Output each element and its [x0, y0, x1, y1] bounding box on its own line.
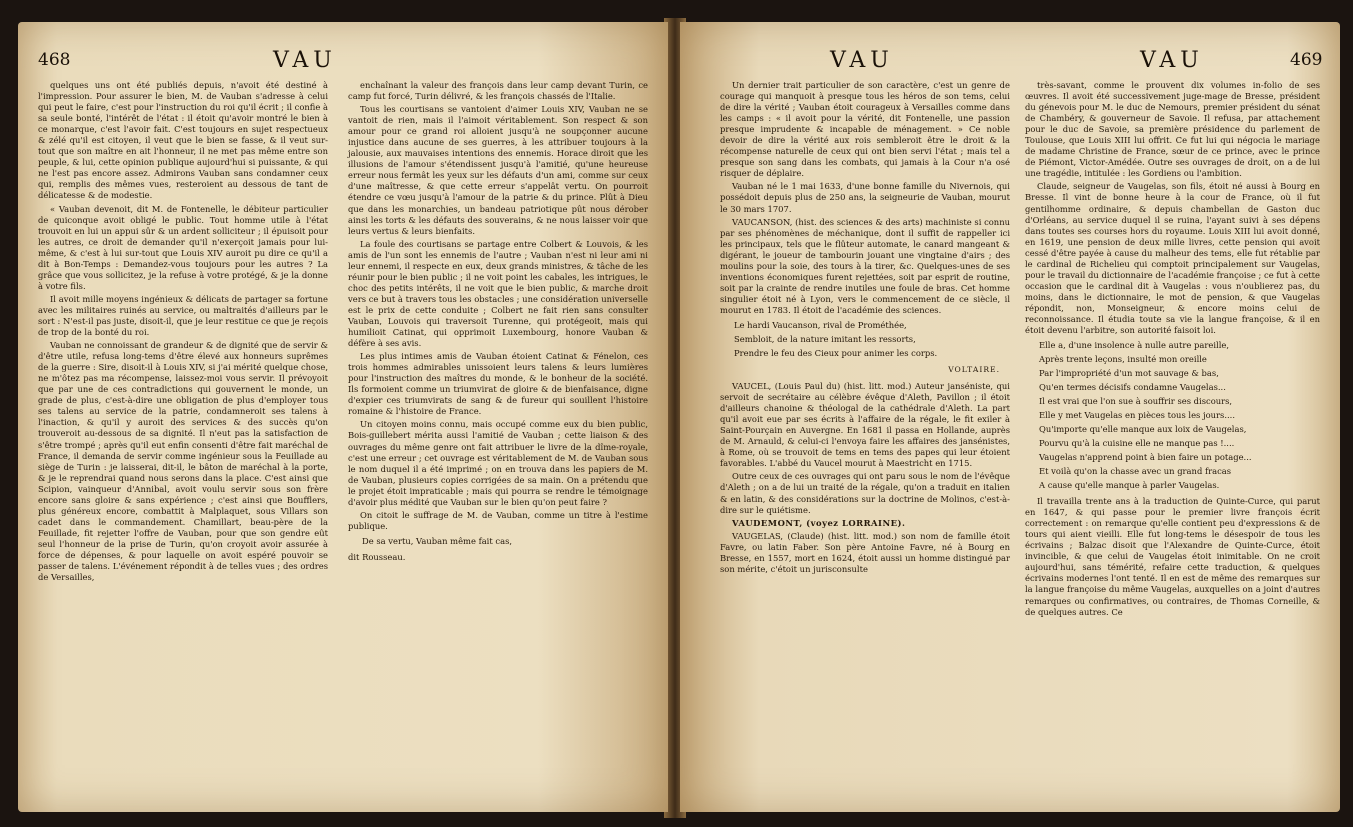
- paragraph: VAUGELAS, (Claude) (hist. litt. mod.) son nom de famille étoit Favre, ou latin Faber. Son père Antoine Favre, né à Bourg en Bresse, en 1557, mort en 1624, étoit aussi un homme distingué par son mérite, c'étoit un jurisconsulte: [720, 530, 1010, 574]
- verse-line: Sembloit, de la nature imitant les ressorts,: [734, 333, 916, 344]
- running-head: VAU: [273, 48, 337, 73]
- paragraph: Un citoyen moins connu, mais occupé comme eux du bien public, Bois-guillebert mérita aussi l'amitié de Vauban ; cette liaison & des ouvrages du même genre ont fait attribuer le livre de la dîme-royale, c'est une erreur ; cet ouvrage est véritablement de M. de Vauban sous le nom duquel il a été imprimé ; on en trouva dans les papiers de M. de Vauban, plusieurs copies corrigées de sa main. On a prétendu que le projet étoit impraticable ; mais qui pourra se rendre le témoignage d'avoir plus médité que Vauban sur le bien qu'on peut faire ?: [348, 419, 648, 507]
- verse-line: Et voilà qu'on la chasse avec un grand fracas: [1039, 466, 1232, 477]
- paragraph: On citoit le suffrage de M. de Vauban, comme un titre à l'estime publique.: [348, 509, 648, 531]
- verse-line: Vaugelas n'apprend point à bien faire un potage...: [1039, 452, 1252, 463]
- verse-line: Elle y met Vaugelas en pièces tous les jours....: [1039, 410, 1235, 421]
- paragraph: VAUCEL, (Louis Paul du) (hist. litt. mod.) Auteur janséniste, qui servoit de secrétaire au célèbre évêque d'Aleth, Pavillon ; il étoit d'ailleurs chanoine & théologal de la cathédrale d'Aleth. La part qu'il avoit eue par ses écrits à l'affaire de la régale, le fit exiler à Saint-Pourçain en Auvergne. En 1681 il passa en Hollande, auprès de M. Arnauld, & celui-ci l'envoya faire les affaires des jansénistes, à Rome, où se trouvoit de tems en tems des papes qui leur étoient favorables. L'abbé du Vaucel mourut à Maestricht en 1715.: [720, 381, 1010, 469]
- verse: [1039, 338, 1320, 492]
- running-head: VAU: [830, 48, 894, 73]
- verse-line: De sa vertu, Vauban même fait cas,: [362, 535, 513, 546]
- paragraph: quelques uns ont été publiés depuis, n'avoit été destiné à l'impression. Pour assurer le bien, M. de Vauban s'adresse à celui qui peut le faire, c'est pour l'instruction du roi qu'il écrit ; il confie à sa seule bonté, l'intérêt de l'état : il étoit qu'avoir montré le bien à ce monarque, c'est l'avoir fait. C'est toujours en sujet respectueux & zélé qu'il est citoyen, il veut que le bien se fasse, & il veut sur-tout que son maître en ait l'honneur, il ne met pas même entre son peuple, & lui, cette opinion publique aujourd'hui si puissante, & qui ne l'est pas encore assez. Admirons Vauban sans condamner ceux qui, remplis des mêmes vues, resteroient au dessous de tant de délicatesse & de modestie.: [38, 80, 328, 201]
- right-page-column-1: [720, 80, 1010, 577]
- left-page-header: [18, 30, 668, 73]
- page-number: 468: [38, 50, 71, 70]
- right-page-column-2: [1025, 80, 1320, 620]
- paragraph: Vauban né le 1 mai 1633, d'une bonne famille du Nivernois, qui possédoit depuis plus de 250 ans, la seigneurie de Vauban, mourut le 30 mars 1707.: [720, 181, 1010, 214]
- paragraph: « Vauban devenoit, dit M. de Fontenelle, le débiteur particulier de quiconque avoit obligé le public. Tout homme utile à l'état trouvoit en lui un appui sûr & un ardent solliciteur ; il épuisoit pour les autres, ce droit de demander qu'il n'exerçoit jamais pour lui-même, & c'est à lui sur-tout que Louis XIV auroit pu dire ce qu'il a dit à Bon-Temps : Demandez-vous toujours pour les autres ? La grâce que vous sollicitez, je la refuse à votre protégé, & je la donne à votre fils.: [38, 203, 328, 291]
- verse-line: Qu'en termes décisifs condamne Vaugelas...: [1039, 382, 1226, 393]
- verse-attribution: dit Rousseau.: [348, 551, 406, 562]
- paragraph: Les plus intimes amis de Vauban étoient Catinat & Fénelon, ces trois hommes admirables unissoient leurs talens & leurs lumières pour l'instruction des maîtres du monde, & le bonheur de la société. Ils formoient comme un triumvirat de gloire & de bienfaisance, digne d'expier ces triumvirats de sang & de fureur qui souillent l'histoire romaine & l'histoire de France.: [348, 351, 648, 417]
- paragraph: La foule des courtisans se partage entre Colbert & Louvois, & les amis de l'un sont les ennemis de l'autre ; Vauban n'est ni leur ami ni leur ennemi, il respecte en eux, deux grands ministres, & tâche de les réunir pour le bien public ; il ne voit point les cabales, les intrigues, le choc des petits intérêts, il ne voit que le bien public, & marche droit vers ce but à travers tous les obstacles ; une considération universelle est le prix de cette conduite ; Colbert ne fait rien sans consulter Vauban, Louvois qui traversoit Turenne, qui protégeoit, mais qui humilioit Catinat, qui opprimoit Luxembourg, honore Vauban & défère à ses avis.: [348, 238, 648, 349]
- verse-line: A cause qu'elle manque à parler Vaugelas.: [1039, 480, 1220, 491]
- verse-attribution: VOLTAIRE.: [948, 364, 1000, 374]
- paragraph: Tous les courtisans se vantoient d'aimer Louis XIV, Vauban ne se vantoit de rien, mais il l'aimoit véritablement. Son respect & son amour pour ce grand roi alloient jusqu'à ne soupçonner aucune injustice dans aucune de ses guerres, à les attribuer toujours à la jalousie, aux mauvaises intentions des ennemis. Horace diroit que les illusions de l'amour s'étendissent jusqu'à l'amitié, qu'une heureuse erreur nous fermât les yeux sur les défauts d'un ami, comme sur ceux d'une maîtresse, & que cette erreur s'appelât vertu. On pourroit étendre ce vœu jusqu'à l'amour de la patrie & du prince. Plût à Dieu que dans les monarchies, un bandeau patriotique pût nous dérober ainsi les torts & les défauts des souverains, & ne nous laisser voir que leurs vertus & leurs bienfaits.: [348, 104, 648, 236]
- paragraph: Vauban ne connoissant de grandeur & de dignité que de servir & d'être utile, refusa long-tems d'être élevé aux honneurs suprêmes de la guerre : Sire, disoit-il à Louis XIV, si j'ai mérité quelque chose, ne m'ôtez pas ma récompense, laissez-moi vous servir. Il prévoyoit que par une de ces contradictions qui gouvernent le monde, un grade de plus, c'est-à-dire une obligation de plus d'employer tous ses talens au service de la patrie, condamneroit ses talens à l'inaction, & qu'il y auroit des services & des succès qu'on trouveroit au-dessous de sa dignité. Il n'eut pas la satisfaction de s'être trompé ; après qu'il eut enfin consenti d'être fait maréchal de France, il demanda de servir comme ingénieur sous la Feuillade au siège de Turin : je laisserai, dit-il, le bâton de maréchal à la porte, & je le reprendrai quand nous serons dans la place. C'est ainsi que Scipion, vainqueur d'Annibal, avoit voulu servir sous son frère encore sans gloire & sans expérience ; c'est ainsi que Boufflers, plus généreux encore, combattit à Malplaquet, sous Villars son cadet dans le commandement. Chamillart, beau-père de la Feuillade, fit rejetter l'offre de Vauban, pour que son gendre eût seul l'honneur de la prise de Turin, qu'on croyoit avoir assurée à force de dépenses, & pour laquelle on avoit espéré pouvoir se passer de talens. L'événement répondit à de telles vues ; des ordres de Versailles,: [38, 340, 328, 583]
- paragraph: Un dernier trait particulier de son caractère, c'est un genre de courage qui manquoit à presque tous les héros de son tems, celui de dire la vérité ; Vauban étoit courageux à Versailles comme dans les camps : « il avoit pour la vérité, dit Fontenelle, une passion presque imprudente & incapable de ménagement. » Ce noble devoir de dire la vérité aux rois sembleroit être le droit & la récompense naturelle de ceux qui ont bien servi l'état ; mais tel a presque son sang dans les combats, qui jamais à la Cour n'a osé risquer de déplaire.: [720, 80, 1010, 179]
- right-page-header: [680, 30, 1340, 73]
- entry-heading: VAUDEMONT, (voyez LORRAINE).: [732, 517, 906, 528]
- right-page: [680, 22, 1340, 812]
- verse-line: Le hardi Vaucanson, rival de Prométhée,: [734, 319, 907, 330]
- verse: [734, 318, 1010, 360]
- running-head: VAU: [1140, 48, 1204, 73]
- verse-line: Par l'impropriété d'un mot sauvage & bas,: [1039, 368, 1219, 379]
- left-page-column-1: [38, 80, 328, 585]
- paragraph: Il travailla trente ans à la traduction de Quinte-Curce, qui parut en 1647, & qui passe pour le premier livre françois écrit correctement : on remarque qu'elle contient peu d'expressions & de tours qui aient vieilli. Elle fut long-tems le désespoir de tous les écrivains ; Balzac disoit que l'Alexandre de Quinte-Curce, étoit invincible, & que celui de Vaugelas étoit inimitable. On ne croit aujourd'hui, sans témérité, refaire cette traduction, & quelques écrivains modernes l'ont tenté. Il en est de même des remarques sur la langue françoise du même Vaugelas, auxquelles on a joint d'autres remarques ou confirmatives, ou contraires, de Thomas Corneille, & de quelques autres. Ce: [1025, 496, 1320, 617]
- verse-line: Prendre le feu des Cieux pour animer les corps.: [734, 347, 938, 358]
- paragraph: très-savant, comme le prouvent dix volumes in-folio de ses œuvres. Il avoit été successivement juge-mage de Bresse, président du génevois pour M. le duc de Nemours, premier président du sénat de Chambéry, & gouverneur de Savoie. Il refusa, par attachement pour le duc de Savoie, sa première présidence du parlement de Toulouse, que Louis XIII lui offrit. Ce fut lui qui négocia le mariage de madame Christine de France, sœur de ce prince, avec le prince de Piémont, Victor-Amédée. Outre ses ouvrages de droit, on a de lui une tragédie, intitulée : les Gordiens ou l'ambition.: [1025, 80, 1320, 179]
- verse-line: Après trente leçons, insulté mon oreille: [1039, 354, 1207, 365]
- paragraph: Claude, seigneur de Vaugelas, son fils, étoit né aussi à Bourg en Bresse. Il vint de bonne heure à la cour de France, où il fut gentilhomme ordinaire, & depuis chambellan de Gaston duc d'Orléans, au service duquel il se ruina, l'ayant suivi à ses dépens dans toutes ses courses hors du royaume. Louis XIII lui avoit donné, en 1619, une pension de deux mille livres, cette pension qui avoit cessé d'être payée à cause du malheur des tems, elle fut rétablie par le cardinal de Richelieu qui comptoit principalement sur Vaugelas, pour le travail du dictionnaire de l'académie françoise ; ce fut à cette occasion que le cardinal dit à Vaugelas : vous n'oublierez pas, du moins, dans le dictionnaire, le mot de pension, & que Vaugelas répondit, non, Monseigneur, & encore moins celui de reconnoissance. Il étudia toute sa vie la langue françoise, & il en étoit devenu l'arbitre, son autorité faisoit loi.: [1025, 181, 1320, 336]
- paragraph: Outre ceux de ces ouvrages qui ont paru sous le nom de l'évêque d'Aleth ; on a de lui un traité de la régale, qu'on a traduit en italien & en latin, & des considérations sur la doctrine de Molinos, c'est-à-dire sur le quiétisme.: [720, 471, 1010, 515]
- verse: [362, 534, 648, 548]
- verse-line: Il est vrai que l'on sue à souffrir ses discours,: [1039, 396, 1233, 407]
- page-number: 469: [1290, 50, 1323, 70]
- left-page: [18, 22, 668, 812]
- paragraph: Il avoit mille moyens ingénieux & délicats de partager sa fortune avec les militaires ruinés au service, ou maltraités d'ailleurs par le sort : N'est-il pas juste, disoit-il, que je leur restitue ce que je reçois de trop de la bonté du roi.: [38, 293, 328, 338]
- paragraph: enchaînant la valeur des françois dans leur camp devant Turin, ce camp fut forcé, Turin délivré, & les françois chassés de l'Italie.: [348, 80, 648, 102]
- verse-line: Qu'importe qu'elle manque aux loix de Vaugelas,: [1039, 424, 1247, 435]
- verse-line: Pourvu qu'à la cuisine elle ne manque pas !....: [1039, 438, 1235, 449]
- verse-line: Elle a, d'une insolence à nulle autre pareille,: [1039, 340, 1229, 351]
- paragraph: VAUCANSON, (hist. des sciences & des arts) machiniste si connu par ses phénomènes de méchanique, dont il suffit de rappeller ici les principaux, tels que le flûteur automate, le canard mangeant & digérant, le joueur de tambourin jouant une vingtaine d'airs ; des moulins pour la soie, des tours à la tirer, &c. Quelques-unes de ses inventions économiques furent rejettées, soit par esprit de routine, soit par la crainte de rendre inutiles une foule de bras. Cet homme singulier étoit né à Lyon, vers le commencement de ce siècle, il mourut en 1783. Il étoit de l'académie des sciences.: [720, 216, 1010, 315]
- left-page-column-2: [348, 80, 648, 565]
